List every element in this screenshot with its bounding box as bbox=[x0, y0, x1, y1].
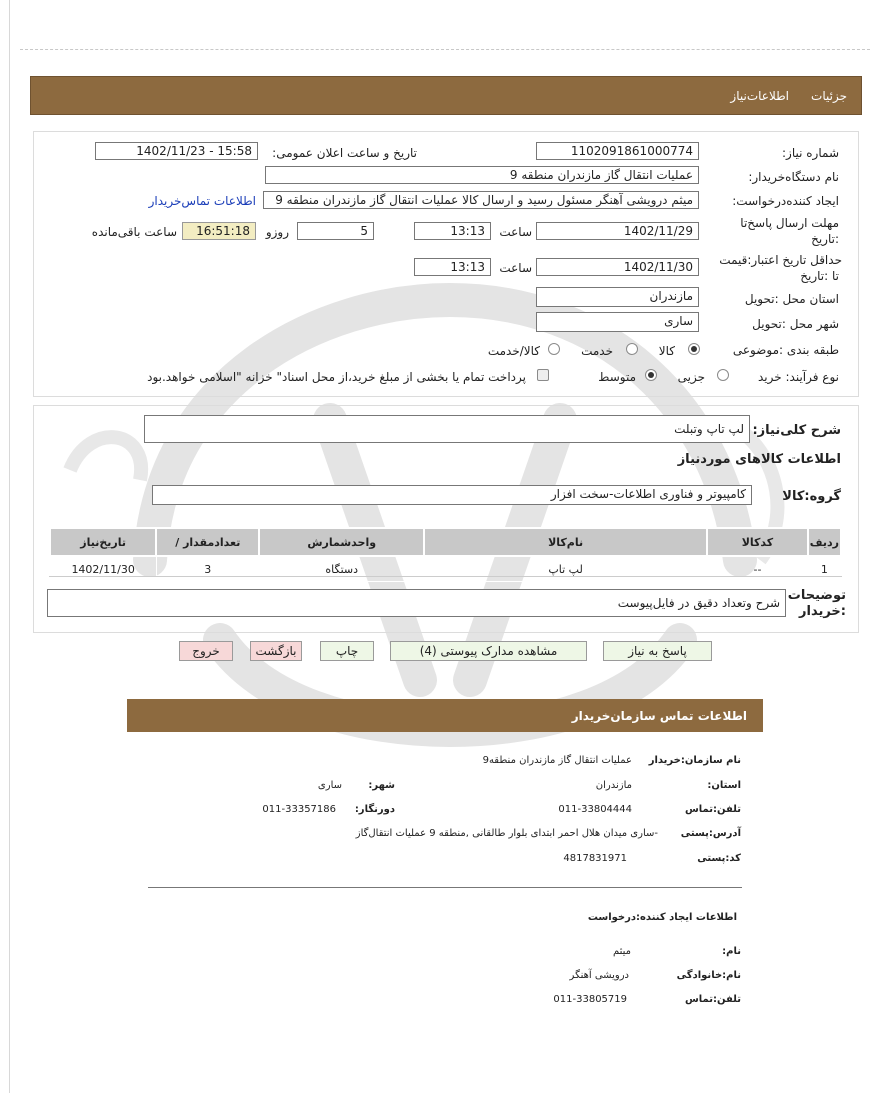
validity-label: حداقل تاریخ اعتبار:قیمت bbox=[719, 253, 842, 267]
print-button[interactable]: چاپ bbox=[320, 641, 374, 661]
contact-province-value: مازندران bbox=[595, 780, 632, 791]
treasury-payment-checkbox[interactable] bbox=[537, 369, 549, 381]
creator-family-label: نام:خانوادگی bbox=[676, 970, 741, 981]
category-goods-radio[interactable] bbox=[688, 343, 700, 355]
creator-label: ایجاد کننده‌درخواست: bbox=[732, 194, 839, 208]
back-button[interactable]: بازگشت bbox=[250, 641, 302, 661]
table-row bbox=[50, 556, 841, 582]
deadline-label-2: :تاریخ bbox=[811, 232, 839, 246]
treasury-payment-note: پرداخت تمام یا بخشی از مبلغ خرید،از محل اسناد" خزانه "اسلامی خواهد.بود bbox=[147, 370, 526, 384]
col-goods-code: کدکالا bbox=[707, 528, 808, 556]
province-label: استان محل :تحویل bbox=[744, 292, 839, 306]
goods-table-header bbox=[50, 528, 841, 556]
category-goods-service-label: کالا/خدمت bbox=[487, 344, 540, 358]
days-field: 5 bbox=[297, 222, 374, 240]
process-partial-label: جزیی bbox=[677, 370, 705, 384]
validity-time-label: ساعت bbox=[499, 261, 532, 275]
validity-label-2: تا :تاریخ bbox=[800, 269, 839, 283]
buyer-contact-link[interactable]: اطلاعات تماس‌خریدار bbox=[148, 194, 256, 208]
col-need-date: تاریخ‌نیاز bbox=[50, 528, 156, 556]
contact-separator bbox=[148, 887, 742, 888]
process-label: نوع فرآیند: خرید bbox=[758, 370, 839, 384]
contact-province-label: استان: bbox=[707, 780, 741, 791]
goods-info-heading: اطلاعات کالاهای موردنیاز bbox=[677, 452, 841, 467]
col-row-number: ردیف bbox=[808, 528, 841, 556]
page-left-border bbox=[9, 0, 10, 1093]
buyer-notes-field: شرح وتعداد دقیق در فایل‌پیوست bbox=[47, 589, 786, 617]
tab-need-info[interactable]: اطلاعات‌نیاز bbox=[730, 89, 789, 103]
contact-city-label: شهر: bbox=[368, 780, 395, 791]
process-partial-radio[interactable] bbox=[717, 369, 729, 381]
deadline-time-label: ساعت bbox=[499, 225, 532, 239]
contact-fax-value: 011-33357186 bbox=[262, 804, 336, 815]
creator-name-value: میثم bbox=[612, 946, 631, 957]
deadline-label: مهلت ارسال پاسخ‌تا bbox=[740, 216, 839, 230]
contact-fax-label: دورنگار: bbox=[354, 804, 395, 815]
goods-group-field: کامپیوتر و فناوری اطلاعات-سخت افزار bbox=[152, 485, 752, 505]
creator-family-value: درویشی آهنگر bbox=[569, 970, 629, 981]
process-medium-label: متوسط bbox=[598, 370, 636, 384]
table-bottom-rule bbox=[49, 576, 842, 577]
need-title-label: شرح کلی‌نیاز: bbox=[752, 423, 841, 438]
category-service-label: خدمت bbox=[581, 344, 613, 358]
deadline-date-field: 1402/11/29 bbox=[536, 222, 699, 240]
col-goods-name: نام‌کالا bbox=[424, 528, 707, 556]
creator-field: میثم درویشی آهنگر مسئول رسید و ارسال کالا عملیات انتقال گاز مازندران منطقه 9 bbox=[263, 191, 699, 209]
details-header-bar bbox=[30, 76, 862, 115]
announce-label: تاریخ و ساعت اعلان عمومی: bbox=[272, 146, 417, 160]
org-label: نام سازمان:خریدار bbox=[648, 755, 741, 766]
col-unit: واحدشمارش bbox=[259, 528, 424, 556]
need-title-field: لپ تاپ وتبلت bbox=[144, 415, 750, 443]
contact-postal-value: 4817831971 bbox=[563, 853, 627, 864]
process-medium-radio[interactable] bbox=[645, 369, 657, 381]
announce-field: 1402/11/23 - 15:58 bbox=[95, 142, 258, 160]
province-field: مازندران bbox=[536, 287, 699, 307]
view-attachments-button[interactable]: مشاهده مدارک پیوستی (4) bbox=[390, 641, 587, 661]
exit-button[interactable]: خروج bbox=[179, 641, 233, 661]
respond-button[interactable]: پاسخ به نیاز bbox=[603, 641, 712, 661]
cell-unit: دستگاه bbox=[259, 556, 424, 582]
buyer-notes-label: توضیحات bbox=[787, 588, 846, 603]
contact-postal-label: کد:پستی bbox=[697, 853, 741, 864]
contact-phone-value: 011-33804444 bbox=[558, 804, 632, 815]
category-service-radio[interactable] bbox=[626, 343, 638, 355]
deadline-time-field: 13:13 bbox=[414, 222, 491, 240]
creator-info-header: اطلاعات ایجاد کننده:درخواست bbox=[587, 912, 737, 923]
validity-time-field: 13:13 bbox=[414, 258, 491, 276]
cell-goods-code: -- bbox=[707, 556, 808, 582]
cell-quantity: 3 bbox=[156, 556, 259, 582]
creator-name-label: نام: bbox=[722, 946, 741, 957]
days-label: روزو bbox=[265, 225, 289, 239]
cell-row-number: 1 bbox=[808, 556, 841, 582]
category-label: طبقه بندی :موضوعی bbox=[732, 343, 839, 357]
col-quantity: تعدادمقدار / bbox=[156, 528, 259, 556]
need-number-label: شماره نیاز: bbox=[782, 146, 839, 160]
org-value: عملیات انتقال گاز مازندران منطقه9 bbox=[482, 755, 632, 766]
contact-city-value: ساری bbox=[317, 780, 342, 791]
remaining-time-field: 16:51:18 bbox=[182, 222, 256, 240]
top-dashed-divider bbox=[20, 49, 870, 50]
buyer-notes-label-2: :خریدار bbox=[799, 604, 846, 619]
contact-header-bar bbox=[127, 699, 763, 732]
contact-header-title: اطلاعات تماس سازمان‌خریدار bbox=[571, 709, 747, 723]
goods-table bbox=[49, 527, 842, 582]
validity-date-field: 1402/11/30 bbox=[536, 258, 699, 276]
contact-address-label: آدرس:پستی bbox=[680, 828, 741, 839]
goods-group-label: گروه:کالا bbox=[782, 489, 841, 504]
contact-address-value: -ساری میدان هلال احمر ابتدای بلوار طالقانی ,منطقه 9 عملیات انتقال‌گاز bbox=[355, 828, 658, 839]
buyer-label: نام دستگاه‌خریدار: bbox=[748, 170, 839, 184]
city-field: ساری bbox=[536, 312, 699, 332]
cell-need-date: 1402/11/30 bbox=[50, 556, 156, 582]
need-number-field: 1102091861000774 bbox=[536, 142, 699, 160]
creator-phone-value: 011-33805719 bbox=[553, 994, 627, 1005]
contact-phone-label: تلفن:تماس bbox=[684, 804, 741, 815]
category-goods-service-radio[interactable] bbox=[548, 343, 560, 355]
buyer-field: عملیات انتقال گاز مازندران منطقه 9 bbox=[265, 166, 699, 184]
cell-goods-name: لپ تاپ bbox=[424, 556, 707, 582]
city-label: شهر محل :تحویل bbox=[752, 317, 839, 331]
creator-phone-label: تلفن:تماس bbox=[684, 994, 741, 1005]
tab-details[interactable]: جزئیات bbox=[811, 89, 847, 103]
remaining-label: ساعت باقی‌مانده bbox=[91, 225, 177, 239]
category-goods-label: کالا bbox=[658, 344, 675, 358]
